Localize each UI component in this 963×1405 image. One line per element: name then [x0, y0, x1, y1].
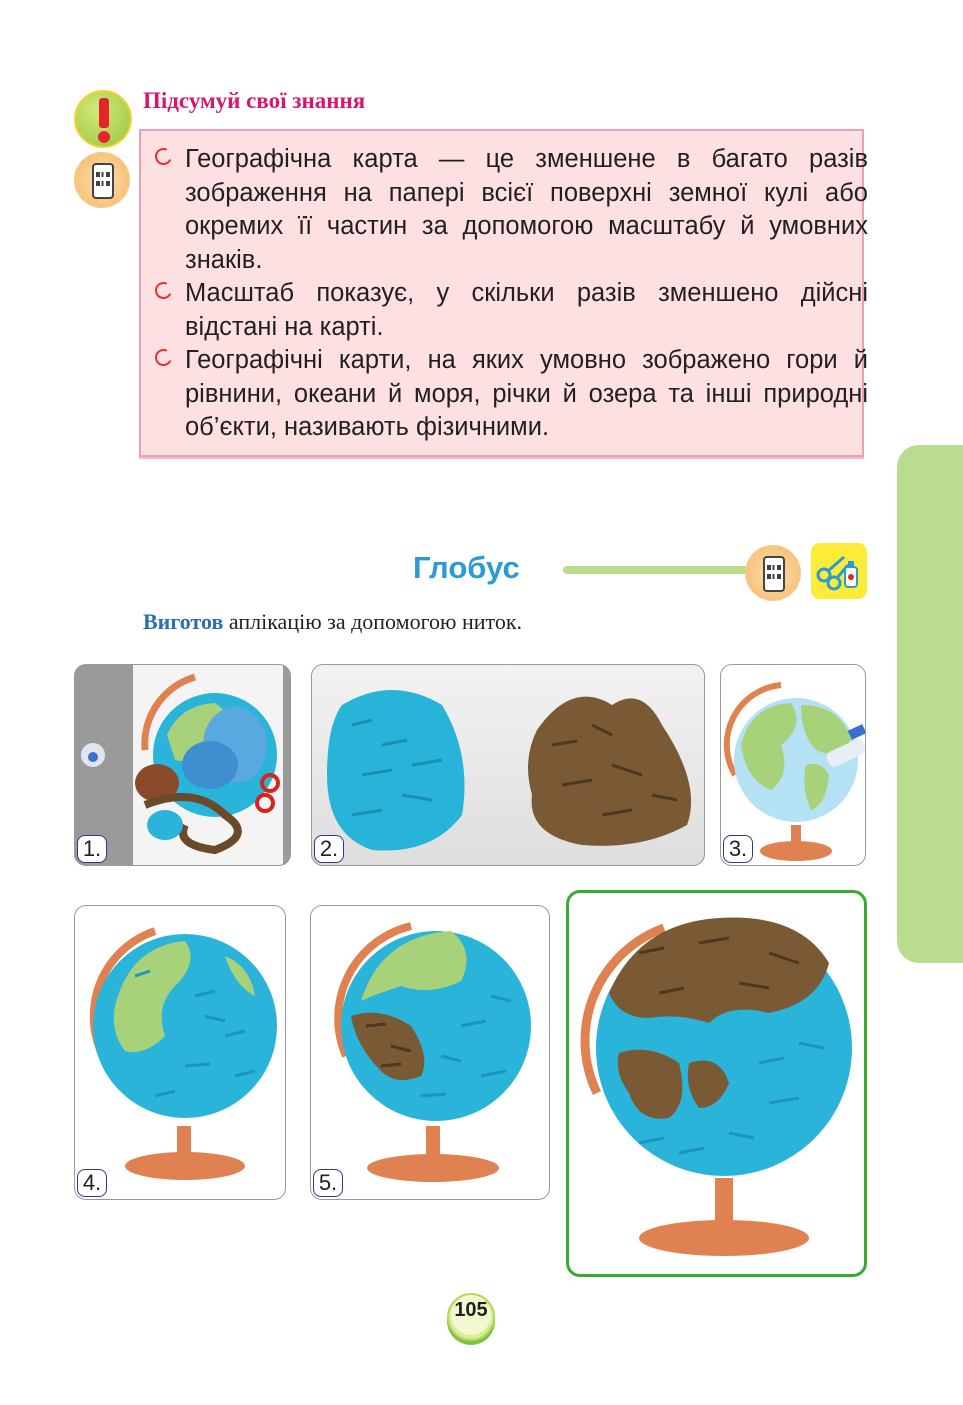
instruction-text: аплікацію за допомогою ниток. — [223, 609, 523, 634]
exclamation-icon — [74, 90, 132, 148]
final-result-photo — [566, 890, 867, 1277]
section-title: Глобус — [413, 550, 520, 585]
step-number: 5. — [313, 1169, 343, 1197]
summary-item-text: Масштаб показує, у скільки разів зменшено дійсні відстані на карті. — [185, 279, 868, 341]
title-divider — [563, 566, 753, 574]
qr-phone-icon[interactable] — [74, 152, 130, 208]
side-tab — [897, 445, 963, 963]
step-number: 4. — [77, 1169, 107, 1197]
summary-box — [139, 129, 868, 457]
summary-item-text: Географічні карти, на яких умовно зображено гори й рівнини, океани й моря, річки й озера та інші природні об’єкти, називають фізичними. — [185, 346, 868, 441]
bullet-icon — [153, 280, 175, 302]
step-number: 2. — [314, 835, 344, 863]
scissors-glue-icon — [811, 543, 867, 599]
step-photo-cut-threads — [311, 664, 705, 866]
step-photo-brown-threads — [310, 905, 550, 1200]
step-number: 3. — [723, 835, 753, 863]
page-number: 105 — [454, 1299, 488, 1321]
qr-phone-icon[interactable] — [745, 545, 801, 601]
summary-title: Підсумуй свої знання — [143, 88, 366, 113]
bullet-icon — [153, 146, 175, 168]
summary-item-text: Географічна карта — це зменшене в багато разів зображення на папері всієї поверхні земної кулі або окремих її частин за допомогою масштабу й умовних знаків. — [185, 145, 868, 274]
instruction — [143, 609, 522, 635]
step-number: 1. — [77, 835, 107, 863]
page-number-badge — [443, 1289, 499, 1345]
step-photo-materials — [74, 664, 291, 866]
bullet-icon — [153, 347, 175, 369]
step-photo-blue-threads — [74, 905, 286, 1200]
instruction-verb: Виготов — [143, 609, 224, 634]
step-photo-glue — [720, 664, 866, 866]
